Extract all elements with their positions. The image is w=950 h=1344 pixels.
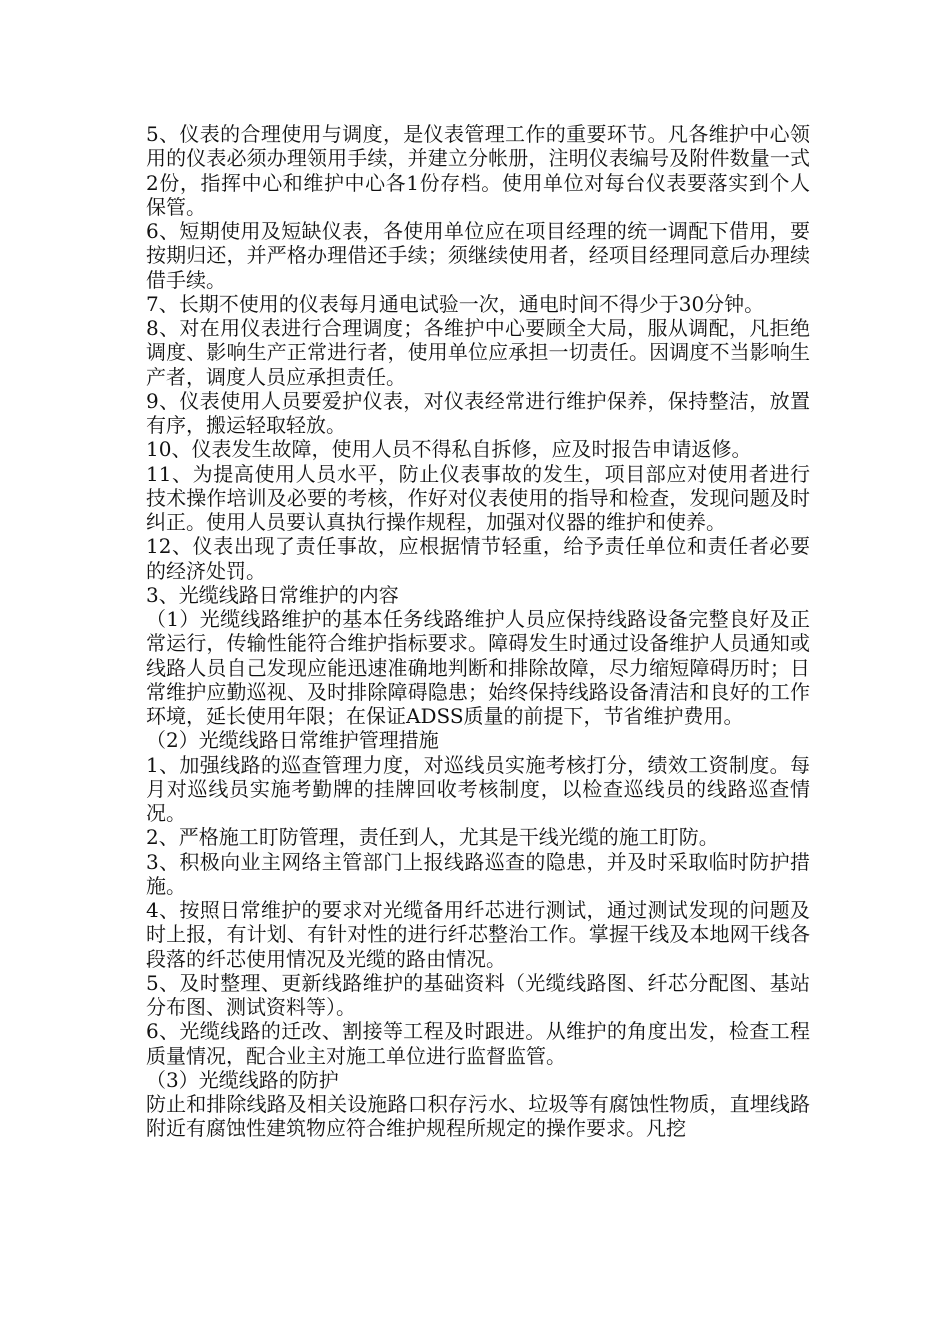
paragraph-measure-2: 2、严格施工盯防管理，责任到人，尤其是干线光缆的施工盯防。: [146, 825, 719, 850]
paragraph-basic-task: （1）光缆线路维护的基本任务线路维护人员应保持线路设备完整良好及正常运行，传输性能符合维护指标要求。障碍发生时通过设备维护人员通知或线路人员自己发现应能迅速准确地判断和排除故障，尽力缩短障碍历时；日常维护应勤巡视、及时排除障碍隐患；始终保持线路设备清洁和良好的工作环境，延长使用年限；在保证ADSS质量的前提下，节省维护费用。: [146, 607, 810, 728]
subheading-management-measures: （2）光缆线路日常维护管理措施: [146, 728, 439, 753]
paragraph-protection: 防止和排除线路及相关设施路口积存污水、垃圾等有腐蚀性物质，直埋线路附近有腐蚀性建筑物应符合维护规程所规定的操作要求。凡挖: [146, 1092, 810, 1141]
section-heading-cable-maintenance: 3、光缆线路日常维护的内容: [146, 582, 399, 607]
paragraph-instrument-rule-12: 12、仪表出现了责任事故，应根据情节轻重，给予责任单位和责任者必要的经济处罚。: [146, 534, 810, 583]
paragraph-instrument-rule-6: 6、短期使用及短缺仪表，各使用单位应在项目经理的统一调配下借用，要按期归还，并严格办理借还手续；须继续使用者，经项目经理同意后办理续借手续。: [146, 219, 810, 292]
subheading-cable-protection: （3）光缆线路的防护: [146, 1067, 339, 1092]
paragraph-instrument-rule-8: 8、对在用仪表进行合理调度；各维护中心要顾全大局，服从调配，凡拒绝调度、影响生产正常进行者，使用单位应承担一切责任。因调度不当影响生产者，调度人员应承担责任。: [146, 316, 810, 389]
paragraph-measure-3: 3、积极向业主网络主管部门上报线路巡查的隐患，并及时采取临时防护措施。: [146, 849, 810, 898]
paragraph-instrument-rule-9: 9、仪表使用人员要爱护仪表，对仪表经常进行维护保养，保持整洁，放置有序，搬运轻取轻放。: [146, 388, 810, 437]
paragraph-instrument-rule-10: 10、仪表发生故障，使用人员不得私自拆修，应及时报告申请返修。: [146, 437, 752, 462]
paragraph-instrument-rule-7: 7、长期不使用的仪表每月通电试验一次，通电时间不得少于30分钟。: [146, 291, 765, 316]
paragraph-instrument-rule-5: 5、仪表的合理使用与调度，是仪表管理工作的重要环节。凡各维护中心领用的仪表必须办理领用手续，并建立分帐册，注明仪表编号及附件数量一式2份，指挥中心和维护中心各1份存档。使用单位对每台仪表要落实到个人保管。: [146, 122, 810, 219]
paragraph-measure-4: 4、按照日常维护的要求对光缆备用纤芯进行测试，通过测试发现的问题及时上报，有计划、有针对性的进行纤芯整治工作。掌握干线及本地网干线各段落的纤芯使用情况及光缆的路由情况。: [146, 898, 810, 971]
paragraph-measure-5: 5、及时整理、更新线路维护的基础资料（光缆线路图、纤芯分配图、基站分布图、测试资料等）。: [146, 970, 810, 1019]
paragraph-measure-6: 6、光缆线路的迁改、割接等工程及时跟进。从维护的角度出发，检查工程质量情况，配合业主对施工单位进行监督监管。: [146, 1019, 810, 1068]
paragraph-instrument-rule-11: 11、为提高使用人员水平，防止仪表事故的发生，项目部应对使用者进行技术操作培训及必要的考核，作好对仪表使用的指导和检查，发现问题及时纠正。使用人员要认真执行操作规程，加强对仪器的维护和使养。: [146, 461, 810, 534]
paragraph-measure-1: 1、加强线路的巡查管理力度，对巡线员实施考核打分，绩效工资制度。每月对巡线员实施考勤牌的挂牌回收考核制度，以检查巡线员的线路巡查情况。: [146, 752, 810, 825]
document-page: [146, 122, 810, 1141]
